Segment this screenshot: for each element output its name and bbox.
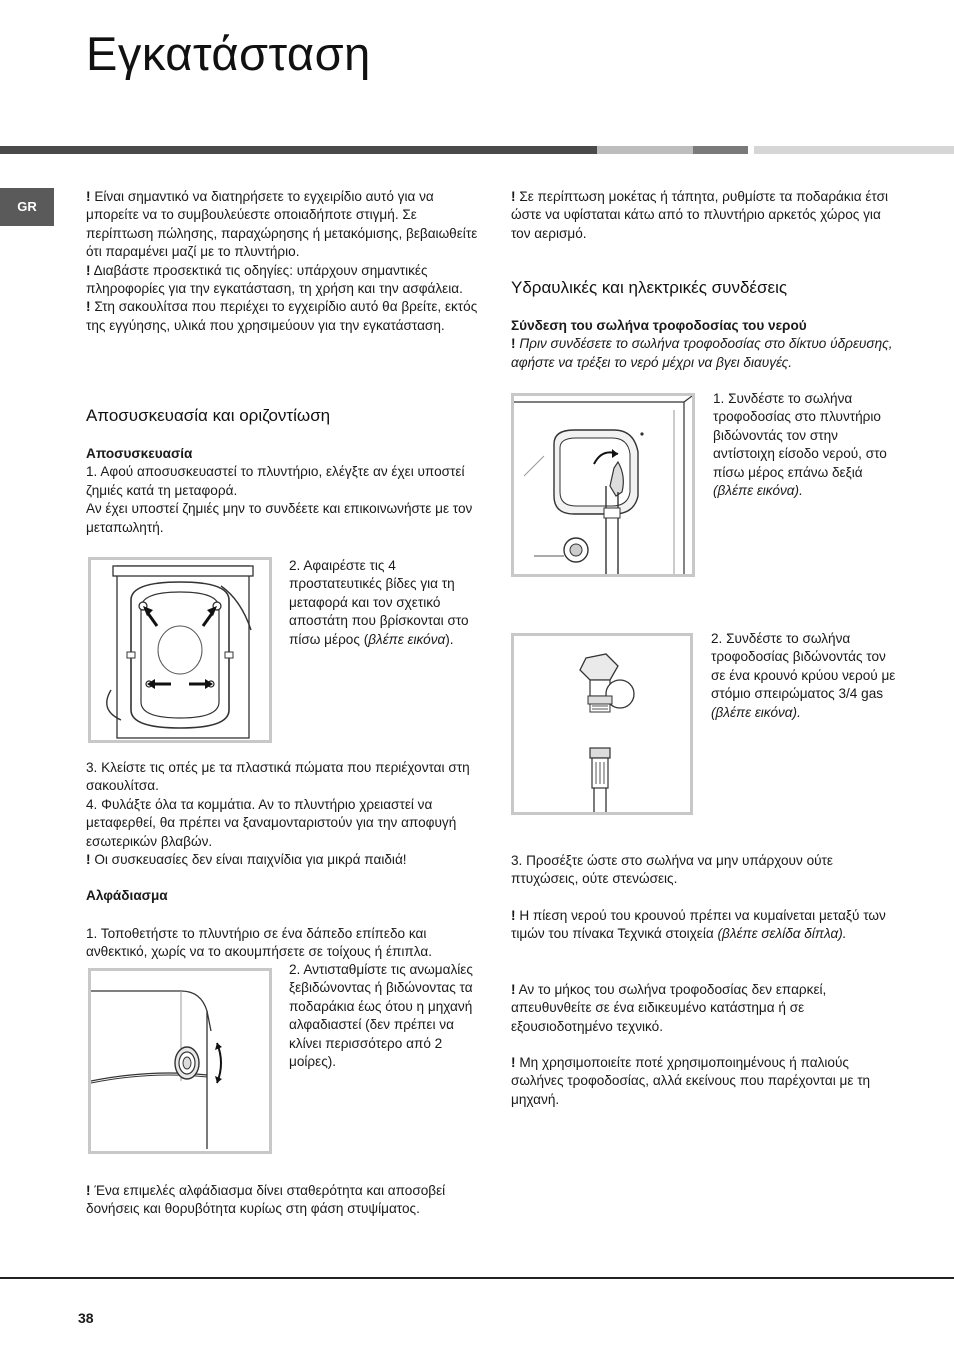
hose-warning: ! Πριν συνδέσετε το σωλήνα τροφοδοσίας στο δίκτυο ύδρευσης, αφήστε να τρέξει το νερό μέχρι να βγει διαυγές. [511, 336, 893, 370]
intro-paragraph: ! Στη σακουλίτσα που περιέχει το εγχειρίδιο αυτό θα βρείτε, εκτός της εγγύησης, υλικά που χρησιμεύουν για την εγκατάσταση. [86, 299, 478, 333]
unpack-step-1: 1. Αφού αποσυσκευαστεί το πλυντήριο, ελέγξτε αν έχει υποστεί ζημιές κατά τη μεταφορά. [86, 464, 465, 498]
unpack-step-1b: Αν έχει υποστεί ζημιές μην το συνδέετε και επικοινωνήστε με τον μεταπωλητή. [86, 501, 473, 535]
intro-block [86, 188, 478, 335]
language-tab: GR [0, 188, 54, 226]
inlet-figure [511, 393, 695, 577]
length-warning: ! Αν το μήκος του σωλήνα τροφοδοσίας δεν επαρκεί, απευθυνθείτε σε ένα ειδικευμένο κατάστημα ή σε εξουσιοδοτημένο τεχνικό. [511, 982, 827, 1034]
tap-and-hose-illustration [514, 636, 690, 812]
used-hose-warning: ! Μη χρησιμοποιείτε ποτέ χρησιμοποιημένους ή παλιούς σωλήνες τροφοδοσίας, αλλά εκείνους που παρέχονται με τη μηχανή. [511, 1055, 871, 1107]
hose-block [511, 317, 903, 372]
intro-paragraph: ! Είναι σημαντικό να διατηρήσετε το εγχειρίδιο αυτό για να μπορείτε να το συμβουλεύεστε οποιαδήποτε στιγμή. Σε περίπτωση πώλησης, παραχώρησης ή μετακόμισης, βεβαιωθείτε ότι παραμένει μαζί με το πλυντήριο. [86, 189, 478, 260]
page-title: Εγκατάσταση [86, 27, 371, 80]
hose-step-3: 3. Προσέξτε ώστε στο σωλήνα να μην υπάρχουν ούτε πτυχώσεις, ούτε στενώσεις. [511, 853, 833, 887]
level-step-2: 2. Αντισταθμίστε τις ανωμαλίες ξεβιδώνοντας ή βιδώνοντας τα ποδαράκια έως ότου η μηχανή αλφαδιαστεί (δεν πρέπει να κλίνει περισσότερο από 2 μοίρες). [289, 962, 473, 1070]
subheading-level: Αλφάδιασμα [86, 888, 168, 903]
pressure-warning: ! Η πίεση νερού του κρουνού πρέπει να κυμαίνεται μεταξύ των τιμών του πίνακα Τεχνικά στοιχεία (βλέπε σελίδα δίπλα). [511, 908, 886, 942]
hose-step-1: 1. Συνδέστε το σωλήνα τροφοδοσίας στο πλυντήριο βιδώνοντάς τον στην αντίστοιχη είσοδο νερού, στο πίσω μέρος επάνω δεξιά (βλέπε εικόνα). [713, 391, 887, 499]
water-inlet-illustration [514, 396, 692, 574]
subheading-unpack: Αποσυσκευασία [86, 446, 193, 461]
hose-step-2: 2. Συνδέστε το σωλήνα τροφοδοσίας βιδώνοντάς τον σε ένα κρουνό κρύου νερού με στόμιο σπειρώματος 3/4 gas (βλέπε εικόνα). [711, 631, 896, 720]
unpack-step-4: 4. Φυλάξτε όλα τα κομμάτια. Αν το πλυντήριο χρειαστεί να μεταφερθεί, θα πρέπει να ξαναμονταριστούν για την αποφυγή εσωτερικών βλαβών. [86, 796, 457, 849]
page-number: 38 [78, 1310, 94, 1326]
unpack-block [86, 445, 478, 537]
subheading-hose: Σύνδεση του σωλήνα τροφοδοσίας του νερού [511, 318, 807, 333]
leveling-foot-illustration [91, 971, 269, 1151]
section-heading-connections: Υδραυλικές και ηλεκτρικές συνδέσεις [511, 278, 788, 297]
level-warning: ! Ένα επιμελές αλφάδιασμα δίνει σταθερότητα και αποσοβεί δονήσεις και θορυβότητα κυρίως στη φάση στυψίματος. [86, 1183, 446, 1217]
unpack-step-2: 2. Αφαιρέστε τις 4 προστατευτικές βίδες για τη μεταφορά και τον σχετικό αποστάτη που βρίσκονται στο πίσω μέρος (βλέπε εικόνα). [289, 558, 469, 647]
header-bar-pale [754, 146, 954, 154]
washer-rear-illustration [91, 560, 269, 740]
unpack-step-3: 3. Κλείστε τις οπές με τα πλαστικά πώματα που περιέχονται στη σακουλίτσα. [86, 760, 470, 794]
unpack-warning: ! Οι συσκευασίες δεν είναι παιχνίδια για μικρά παιδιά! [86, 852, 407, 868]
header-bar-light [597, 146, 693, 154]
leveling-figure [88, 968, 272, 1154]
level-step-1: 1. Τοποθετήστε το πλυντήριο σε ένα δάπεδο επίπεδο και ανθεκτικό, χωρίς να το ακουμπήσετε σε τοίχους ή έπιπλα. [86, 926, 433, 960]
footer-rule [0, 1277, 954, 1279]
tap-figure [511, 633, 693, 815]
rear-view-figure [88, 557, 272, 743]
intro-paragraph: ! Διαβάστε προσεκτικά τις οδηγίες: υπάρχουν σημαντικές πληροφορίες για την εγκατάσταση, τη χρήση και την ασφάλεια. [86, 262, 463, 297]
header-bar-dark [0, 146, 597, 154]
unpack-steps-3-4 [86, 759, 478, 869]
header-bar-mid [693, 146, 748, 154]
carpet-warning: ! Σε περίπτωση μοκέτας ή τάπητα, ρυθμίστε τα ποδαράκια έτσι ώστε να υφίσταται κάτω από το πλυντήριο αρκετός χώρος για τον αερισμό. [511, 189, 889, 241]
section-heading-unpack: Αποσυσκευασία και οριζοντίωση [86, 406, 331, 425]
